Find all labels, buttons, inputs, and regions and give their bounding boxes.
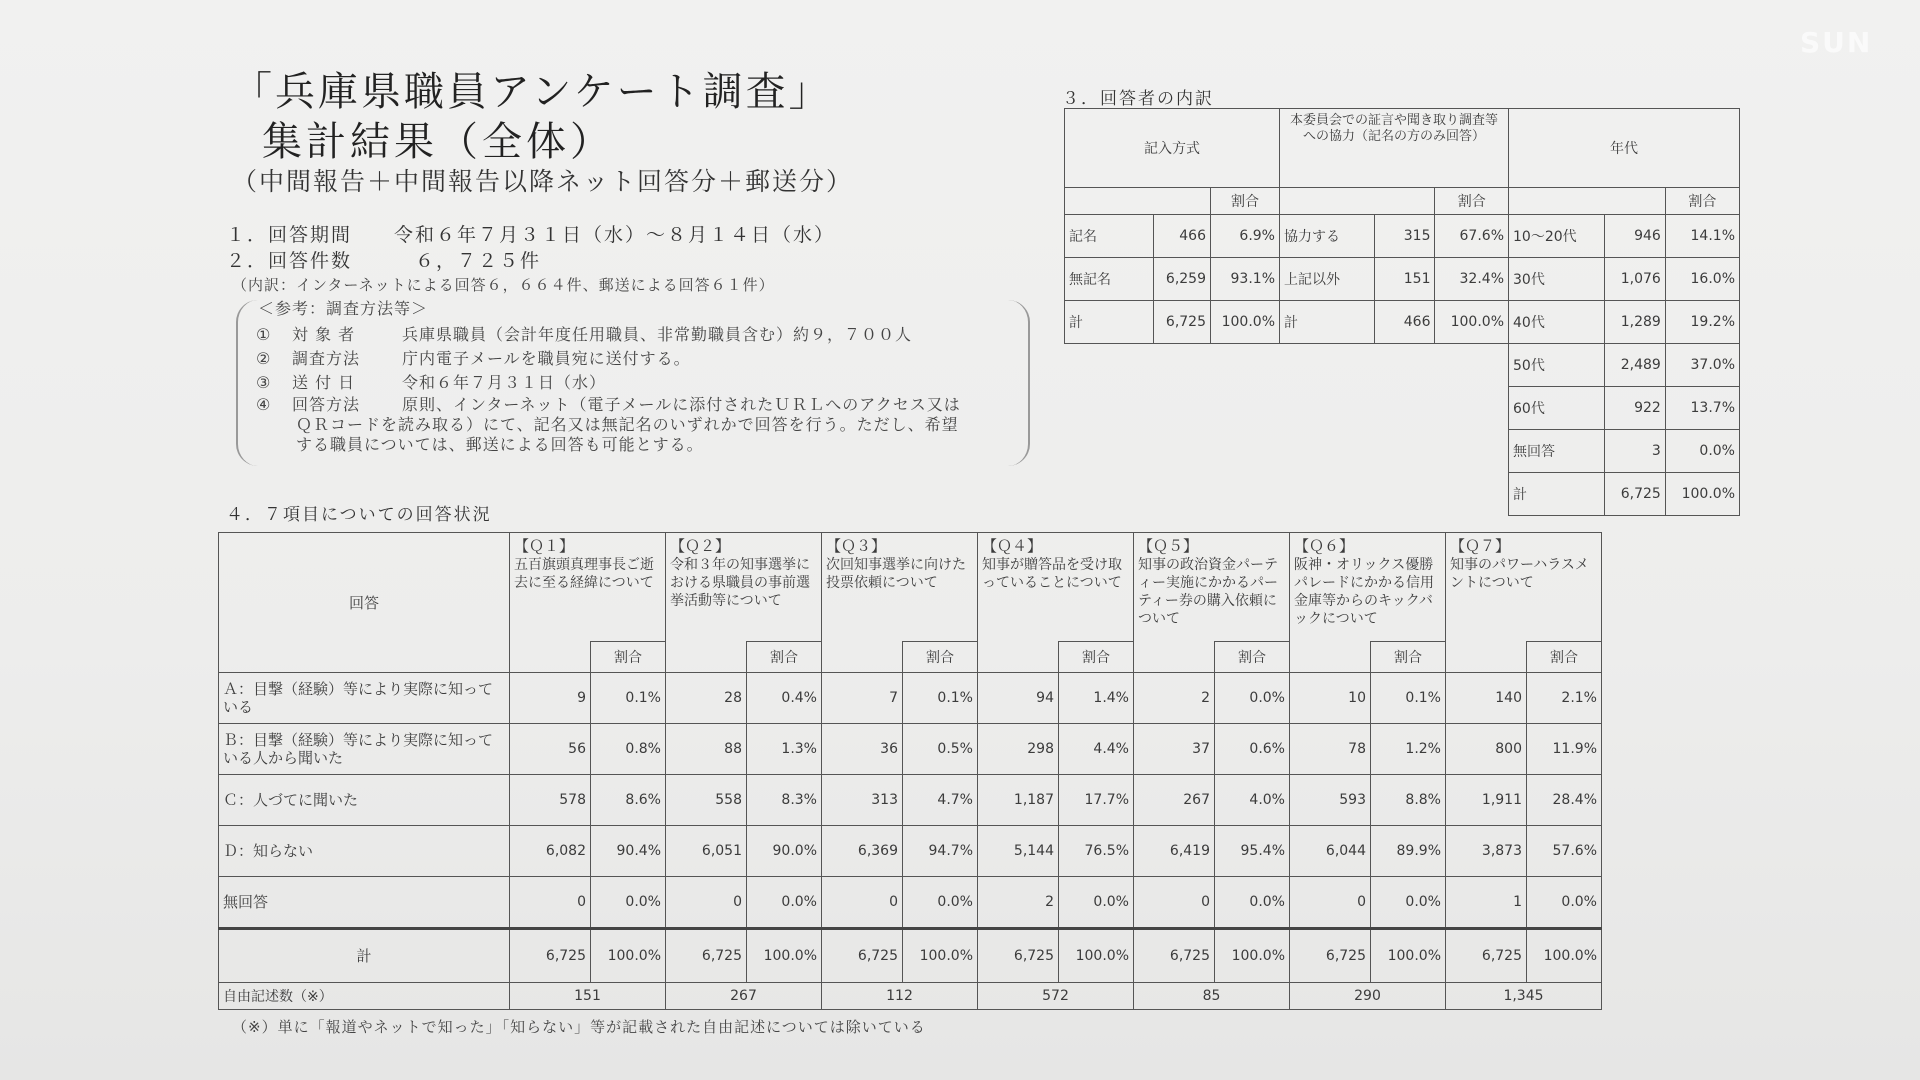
resp-row — [1065, 301, 1740, 344]
question-header — [978, 533, 1134, 642]
answer-count: 6,725 — [1134, 928, 1215, 982]
count-header-blank — [822, 642, 903, 673]
answer-count: 6,051 — [666, 825, 747, 876]
count-header-blank — [666, 642, 747, 673]
ratio-header: 割合 — [1059, 642, 1134, 673]
answer-count: 1 — [1446, 876, 1527, 928]
resp-row — [1065, 215, 1740, 258]
answer-row — [219, 928, 1602, 982]
question-header — [1446, 533, 1602, 642]
answer-pct: 95.4% — [1215, 825, 1290, 876]
free-text-count: 1,345 — [1446, 982, 1602, 1009]
answer-count: 88 — [666, 723, 747, 774]
doc-subtitle: （中間報告＋中間報告以降ネット回答分＋郵送分） — [232, 167, 854, 196]
answer-pct: 0.6% — [1215, 723, 1290, 774]
answer-count: 0 — [666, 876, 747, 928]
answer-count: 56 — [510, 723, 591, 774]
method-row-count: 6,259 — [1154, 258, 1211, 301]
age-row-label: 無回答 — [1509, 430, 1605, 473]
answer-count: 313 — [822, 774, 903, 825]
answer-count: 3,873 — [1446, 825, 1527, 876]
answer-count: 5,144 — [978, 825, 1059, 876]
answer-row — [219, 672, 1602, 723]
footnote: （※）単に「報道やネットで知った」「知らない」等が記載された自由記述については除いている — [232, 1018, 926, 1036]
reference-item-value: 庁内電子メールを職員宛に送付する。 — [402, 349, 691, 368]
answer-count: 6,725 — [1290, 928, 1371, 982]
breakdown-note: （内訳：インターネットによる回答６，６６４件、郵送による回答６１件） — [232, 276, 775, 294]
answer-pct: 100.0% — [903, 928, 978, 982]
reference-item-value: 令和６年７月３１日（水） — [402, 373, 607, 392]
reference-item-number: ① — [256, 325, 272, 344]
answer-pct: 0.0% — [591, 876, 666, 928]
answer-label: Ｃ：人づてに聞いた — [219, 774, 510, 825]
answer-count: 10 — [1290, 672, 1371, 723]
answer-count: 578 — [510, 774, 591, 825]
answer-pct: 100.0% — [1527, 928, 1602, 982]
answer-count: 36 — [822, 723, 903, 774]
answer-pct: 57.6% — [1527, 825, 1602, 876]
resp-row — [1065, 473, 1740, 516]
answer-count: 0 — [1134, 876, 1215, 928]
age-row-pct: 37.0% — [1665, 344, 1739, 387]
answer-pct: 2.1% — [1527, 672, 1602, 723]
answer-count: 9 — [510, 672, 591, 723]
answer-count: 28 — [666, 672, 747, 723]
question-header — [1290, 533, 1446, 642]
answer-label: Ａ：目撃（経験）等により実際に知っている — [219, 672, 510, 723]
method-row-label: 記名 — [1065, 215, 1154, 258]
answer-count: 7 — [822, 672, 903, 723]
age-row-count: 2,489 — [1604, 344, 1665, 387]
answer-label: 計 — [219, 928, 510, 982]
question-id: 【Ｑ７】 — [1450, 537, 1511, 555]
resp-header-row — [1065, 109, 1740, 188]
question-text: 次回知事選挙に向けた投票依頼について — [826, 557, 966, 591]
answer-count: 6,725 — [822, 928, 903, 982]
answer-pct: 8.8% — [1371, 774, 1446, 825]
answer-pct: 89.9% — [1371, 825, 1446, 876]
answer-count: 298 — [978, 723, 1059, 774]
answer-pct: 0.0% — [1059, 876, 1134, 928]
answer-pct: 1.3% — [747, 723, 822, 774]
question-text: 五百旗頭真理事長ご逝去に至る経緯について — [514, 557, 654, 591]
ratio-header: 割合 — [1371, 642, 1446, 673]
answer-pct: 0.1% — [903, 672, 978, 723]
answer-count: 800 — [1446, 723, 1527, 774]
question-header — [666, 533, 822, 642]
question-id: 【Ｑ３】 — [826, 537, 887, 555]
answer-count: 2 — [1134, 672, 1215, 723]
main-results-table — [218, 532, 1602, 1010]
answer-pct: 100.0% — [1215, 928, 1290, 982]
answer-pct: 0.0% — [1371, 876, 1446, 928]
ratio-header: 割合 — [903, 642, 978, 673]
age-row-pct: 19.2% — [1665, 301, 1739, 344]
answer-count: 6,369 — [822, 825, 903, 876]
coop-blank — [1280, 188, 1435, 215]
age-row-count: 3 — [1604, 430, 1665, 473]
answer-pct: 8.3% — [747, 774, 822, 825]
answer-row — [219, 825, 1602, 876]
ratio-header: 割合 — [591, 642, 666, 673]
channel-watermark: SUN — [1800, 26, 1873, 59]
response-period: １．回答期間 令和６年７月３１日（水）～８月１４日（水） — [226, 224, 836, 246]
answer-count: 78 — [1290, 723, 1371, 774]
answer-count: 6,082 — [510, 825, 591, 876]
age-row-label: 40代 — [1509, 301, 1605, 344]
ratio-header: 割合 — [747, 642, 822, 673]
answer-pct: 28.4% — [1527, 774, 1602, 825]
reference-item-value: 原則、インターネット（電子メールに添付されたＵＲＬへのアクセス又は — [402, 395, 961, 414]
reference-item-number: ② — [256, 349, 272, 368]
count-header-blank — [1290, 642, 1371, 673]
question-text: 令和３年の知事選挙における県職員の事前選挙活動等について — [670, 557, 810, 609]
answer-pct: 94.7% — [903, 825, 978, 876]
question-header — [1134, 533, 1290, 642]
coop-row-count: 151 — [1374, 258, 1435, 301]
age-header: 年代 — [1509, 109, 1740, 188]
reference-item — [256, 346, 691, 369]
answer-count: 94 — [978, 672, 1059, 723]
question-id: 【Ｑ２】 — [670, 537, 731, 555]
answer-pct: 4.4% — [1059, 723, 1134, 774]
resp-row — [1065, 387, 1740, 430]
coop-empty — [1280, 344, 1509, 387]
answer-count: 6,725 — [1446, 928, 1527, 982]
answer-pct: 0.0% — [1215, 672, 1290, 723]
answer-pct: 4.7% — [903, 774, 978, 825]
answer-row — [219, 723, 1602, 774]
method-row-label: 計 — [1065, 301, 1154, 344]
answer-pct: 4.0% — [1215, 774, 1290, 825]
answer-pct: 100.0% — [1059, 928, 1134, 982]
method-empty — [1065, 344, 1280, 387]
question-header — [822, 533, 978, 642]
section3-title: ３．回答者の内訳 — [1062, 89, 1214, 109]
question-id: 【Ｑ４】 — [982, 537, 1043, 555]
answer-pct: 1.4% — [1059, 672, 1134, 723]
answer-count: 6,725 — [978, 928, 1059, 982]
age-row-count: 946 — [1604, 215, 1665, 258]
question-text: 知事の政治資金パーティー実施にかかるパーティー券の購入依頼について — [1138, 557, 1278, 627]
question-id: 【Ｑ５】 — [1138, 537, 1199, 555]
reference-item-value: 兵庫県職員（会計年度任用職員、非常勤職員含む）約９，７００人 — [402, 325, 913, 344]
answer-label: Ｄ：知らない — [219, 825, 510, 876]
reference-cont-2: する職員については、郵送による回答も可能とする。 — [296, 435, 704, 454]
reference-item — [256, 322, 912, 345]
resp-row — [1065, 430, 1740, 473]
method-empty — [1065, 473, 1280, 516]
question-text: 知事が贈答品を受け取っていることについて — [982, 557, 1122, 591]
answer-pct: 17.7% — [1059, 774, 1134, 825]
age-row-pct: 16.0% — [1665, 258, 1739, 301]
method-row-pct: 6.9% — [1211, 215, 1280, 258]
reference-title: ＜参考：調査方法等＞ — [258, 299, 429, 318]
method-header: 記入方式 — [1065, 109, 1280, 188]
age-row-label: 30代 — [1509, 258, 1605, 301]
question-id: 【Ｑ１】 — [514, 537, 575, 555]
answer-pct: 90.0% — [747, 825, 822, 876]
question-header — [510, 533, 666, 642]
coop-empty — [1280, 387, 1509, 430]
section4-title: ４．７項目についての回答状況 — [226, 505, 492, 525]
question-text: 阪神・オリックス優勝パレードにかかる信用金庫等からのキックバックについて — [1294, 557, 1434, 627]
coop-row-label: 上記以外 — [1280, 258, 1375, 301]
free-text-count: 290 — [1290, 982, 1446, 1009]
answer-count: 6,725 — [666, 928, 747, 982]
answer-count: 0 — [510, 876, 591, 928]
method-row-count: 6,725 — [1154, 301, 1211, 344]
method-row-label: 無記名 — [1065, 258, 1154, 301]
method-row-pct: 93.1% — [1211, 258, 1280, 301]
age-row-label: 50代 — [1509, 344, 1605, 387]
response-count: ２．回答件数 ６，７２５件 — [226, 250, 542, 272]
method-empty — [1065, 430, 1280, 473]
free-text-row — [219, 982, 1602, 1009]
doc-title-line2: 集計結果（全体） — [262, 119, 614, 165]
count-header-blank — [510, 642, 591, 673]
age-row-pct: 100.0% — [1665, 473, 1739, 516]
answer-pct: 0.0% — [747, 876, 822, 928]
age-row-label: 10～20代 — [1509, 215, 1605, 258]
age-row-label: 計 — [1509, 473, 1605, 516]
coop-row-pct: 67.6% — [1435, 215, 1509, 258]
answer-count: 0 — [1290, 876, 1371, 928]
ratio-header: 割合 — [1215, 642, 1290, 673]
coop-row-count: 315 — [1374, 215, 1435, 258]
answer-count: 6,419 — [1134, 825, 1215, 876]
answer-count: 6,044 — [1290, 825, 1371, 876]
free-text-label: 自由記述数（※） — [219, 982, 510, 1009]
main-header-row — [219, 533, 1602, 642]
reference-cont-1: ＱＲコードを読み取る）にて、記名又は無記名のいずれかで回答を行う。ただし、希望 — [296, 415, 959, 434]
method-blank — [1065, 188, 1211, 215]
age-row-pct: 0.0% — [1665, 430, 1739, 473]
answer-count: 6,725 — [510, 928, 591, 982]
answer-count: 1,911 — [1446, 774, 1527, 825]
answer-count: 37 — [1134, 723, 1215, 774]
count-header-blank — [978, 642, 1059, 673]
coop-row-pct: 32.4% — [1435, 258, 1509, 301]
answer-header: 回答 — [219, 533, 510, 673]
answer-pct: 0.0% — [1527, 876, 1602, 928]
coop-row-count: 466 — [1374, 301, 1435, 344]
free-text-count: 112 — [822, 982, 978, 1009]
age-row-count: 6,725 — [1604, 473, 1665, 516]
method-row-count: 466 — [1154, 215, 1211, 258]
resp-ratio-row — [1065, 188, 1740, 215]
method-row-pct: 100.0% — [1211, 301, 1280, 344]
answer-count: 0 — [822, 876, 903, 928]
reference-item-number: ④ — [256, 395, 272, 414]
answer-count: 593 — [1290, 774, 1371, 825]
answer-pct: 100.0% — [591, 928, 666, 982]
age-row-count: 922 — [1604, 387, 1665, 430]
method-empty — [1065, 387, 1280, 430]
answer-count: 1,187 — [978, 774, 1059, 825]
coop-row-pct: 100.0% — [1435, 301, 1509, 344]
doc-title-line1: 「兵庫県職員アンケート調査」 — [232, 69, 832, 115]
resp-row — [1065, 344, 1740, 387]
answer-pct: 0.1% — [1371, 672, 1446, 723]
coop-row-label: 協力する — [1280, 215, 1375, 258]
answer-count: 2 — [978, 876, 1059, 928]
count-header-blank — [1134, 642, 1215, 673]
answer-row — [219, 876, 1602, 928]
free-text-count: 151 — [510, 982, 666, 1009]
answer-pct: 100.0% — [747, 928, 822, 982]
age-row-count: 1,289 — [1604, 301, 1665, 344]
answer-pct: 100.0% — [1371, 928, 1446, 982]
answer-pct: 90.4% — [591, 825, 666, 876]
question-text: 知事のパワーハラスメントについて — [1450, 557, 1589, 591]
answer-row — [219, 774, 1602, 825]
reference-item-key: 送 付 日 — [292, 373, 356, 392]
answer-pct: 0.8% — [591, 723, 666, 774]
answer-pct: 0.1% — [591, 672, 666, 723]
question-id: 【Ｑ６】 — [1294, 537, 1355, 555]
answer-pct: 0.0% — [903, 876, 978, 928]
age-ratio-header: 割合 — [1665, 188, 1739, 215]
answer-pct: 1.2% — [1371, 723, 1446, 774]
answer-pct: 0.5% — [903, 723, 978, 774]
answer-pct: 8.6% — [591, 774, 666, 825]
ratio-header: 割合 — [1527, 642, 1602, 673]
age-row-pct: 13.7% — [1665, 387, 1739, 430]
coop-row-label: 計 — [1280, 301, 1375, 344]
answer-pct: 76.5% — [1059, 825, 1134, 876]
answer-label: Ｂ：目撃（経験）等により実際に知っている人から聞いた — [219, 723, 510, 774]
answer-pct: 11.9% — [1527, 723, 1602, 774]
age-blank — [1509, 188, 1666, 215]
coop-empty — [1280, 430, 1509, 473]
age-row-label: 60代 — [1509, 387, 1605, 430]
coop-header: 本委員会での証言や聞き取り調査等への協力（記名の方のみ回答） — [1280, 109, 1509, 188]
respondents-table — [1064, 108, 1740, 516]
answer-pct: 0.0% — [1215, 876, 1290, 928]
reference-item-number: ③ — [256, 373, 272, 392]
age-row-count: 1,076 — [1604, 258, 1665, 301]
reference-item-key: 回答方法 — [292, 395, 361, 414]
free-text-count: 85 — [1134, 982, 1290, 1009]
coop-empty — [1280, 473, 1509, 516]
answer-label: 無回答 — [219, 876, 510, 928]
free-text-count: 267 — [666, 982, 822, 1009]
reference-item-key: 対 象 者 — [292, 325, 356, 344]
reference-item — [256, 370, 606, 393]
answer-count: 558 — [666, 774, 747, 825]
age-row-pct: 14.1% — [1665, 215, 1739, 258]
method-ratio-header: 割合 — [1211, 188, 1280, 215]
free-text-count: 572 — [978, 982, 1134, 1009]
resp-row — [1065, 258, 1740, 301]
answer-pct: 0.4% — [747, 672, 822, 723]
coop-ratio-header: 割合 — [1435, 188, 1509, 215]
count-header-blank — [1446, 642, 1527, 673]
answer-count: 140 — [1446, 672, 1527, 723]
answer-count: 267 — [1134, 774, 1215, 825]
reference-item-key: 調査方法 — [292, 349, 361, 368]
